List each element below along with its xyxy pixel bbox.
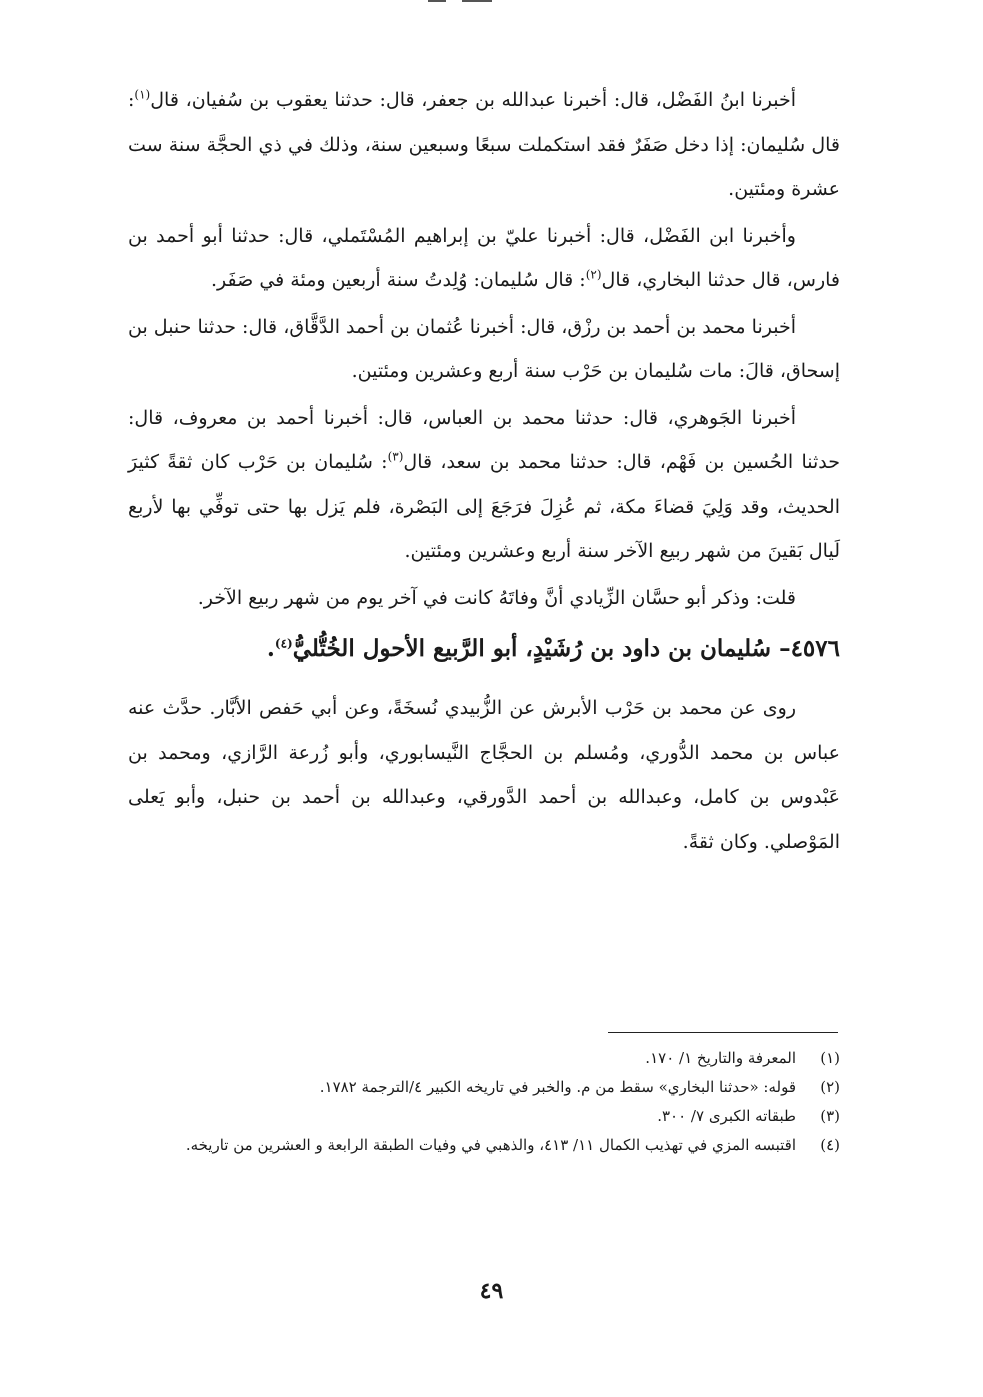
footnote: [150, 1044, 840, 1073]
footnote-text: طبقاته الكبرى ٧/ ٣٠٠.: [657, 1107, 796, 1125]
footnote: [150, 1131, 840, 1160]
footnote-ref: (٢): [585, 267, 602, 282]
footnote-number: (٢): [820, 1078, 840, 1096]
footnote-ref: (٣): [387, 449, 404, 464]
paragraph: أخبرنا الجَوهري، قال: حدثنا محمد بن العباس، قال: أخبرنا أحمد بن معروف، قال: حدثنا الحُسين بن فَهْم، قال: حدثنا محمد بن سعد، قال$^{(٣)}$: سُليمان بن حَرْب كان ثقةً كثيرَ الحديث، وقد وَلِيَ قضاءَ مكة، ثم عُزِلَ فرَجَعَ إلى البَصْرة، فلم يَزل بها حتى توفِّي بها لأربع لَيال بَقينَ من شهر ربيع الآخر سنة أربع وعشرين ومئتين.: [128, 406, 841, 562]
footnote-text: قوله: «حدثنا البخاري» سقط من م. والخبر في تاريخه الكبير ٤/الترجمة ١٧٨٢.: [319, 1078, 796, 1096]
biography-paragraph: روى عن محمد بن حَرْب الأبرش عن الزُّبيدي نُسخَةً، وعن أبي حَفص الأبَّار. حدَّث عنه عباس بن محمد الدُّوري، ومُسلم بن الحجَّاج النَّيسابوري، وأبو زُرعة الرَّازي، ومحمد بن عَبْدوس بن كامل، وعبدالله بن أحمد الدَّورقي، وعبدالله بن أحمد بن حنبل، وأبو يَعلى المَوْصلي. وكان ثقةً.: [128, 697, 840, 853]
footnote-ref: (٤): [274, 636, 293, 651]
scan-artifact: [428, 0, 446, 2]
main-text: [128, 78, 840, 866]
entry-number: ٤٥٧٦: [790, 635, 840, 662]
footnote-text: اقتبسه المزي في تهذيب الكمال ١١/ ٤١٣، والذهبي في وفيات الطبقة الرابعة و العشرين من تاريخه.: [185, 1136, 796, 1154]
footnote-text: المعرفة والتاريخ ١/ ١٧٠.: [645, 1049, 796, 1067]
footnote-divider: [608, 1032, 838, 1033]
footnote: [150, 1073, 840, 1102]
footnotes: [150, 1044, 840, 1160]
footnote-number: (٤): [820, 1136, 840, 1154]
footnote-ref: (١): [134, 87, 151, 102]
footnote: [150, 1102, 840, 1131]
scan-artifact: [462, 0, 492, 2]
paragraph: قلت: وذكر أبو حسَّان الزِّيادي أنَّ وفاتَهُ كانت في آخر يوم من شهر ربيع الآخر.: [197, 586, 796, 609]
footnote-number: (٣): [820, 1107, 840, 1125]
footnote-number: (١): [820, 1049, 840, 1067]
paragraph: أخبرنا محمد بن أحمد بن رزْق، قال: أخبرنا عُثمان بن أحمد الدَّقَّاق، قال: حدثنا حنبل بن إسحاق، قالَ: مات سُليمان بن حَرْب سنة أربع وعشرين ومئتين.: [128, 315, 840, 382]
paragraph: أخبرنا ابنُ الفَضْل، قال: أخبرنا عبدالله بن جعفر، قال: حدثنا يعقوب بن سُفيان، قال$^{(١)}$: قال سُليمان: إذا دخل صَفَرٌ فقد استكملت سبعًا وسبعين سنة، وذلك في ذي الحجَّة سنة ست عشرة ومئتين.: [128, 87, 840, 200]
paragraph: وأخبرنا ابن الفَضْل، قال: أخبرنا عليّ بن إبراهيم المُسْتَملي، قال: حدثنا أبو أحمد بن فارس، قال حدثنا البخاري، قال$^{(٢)}$: قال سُليمان: وُلِدتُ سنة أربعين ومئة في صَفَر.: [128, 224, 840, 291]
entry-heading: ٤٥٧٦– سُليمان بن داود بن رُشَيْدٍ، أبو الرَّبيع الأحول الخُتُّليُّ$^{(٤)}$.: [266, 635, 840, 662]
page-number: ٤٩: [479, 1278, 504, 1304]
